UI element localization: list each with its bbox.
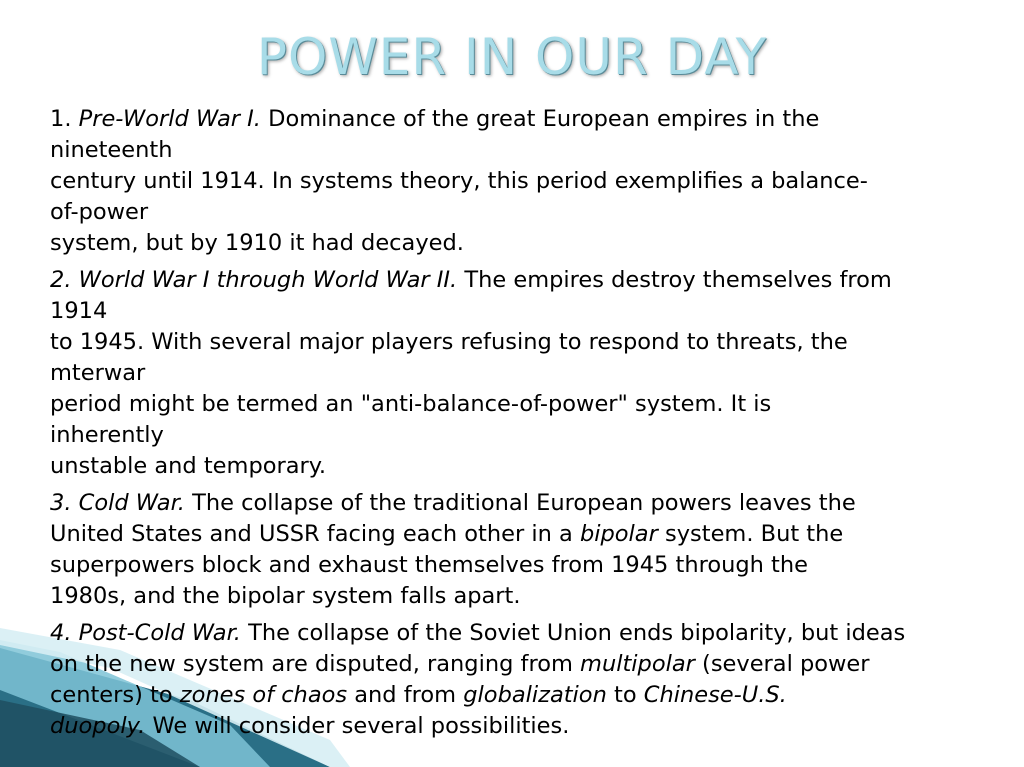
emphasis-duopoly: duopoly. xyxy=(50,713,146,739)
list-item-2 xyxy=(50,265,1010,482)
content-list xyxy=(50,104,1010,748)
item-2-line-2: 1914 xyxy=(50,298,108,324)
emphasis-chinese-us: Chinese-U.S. xyxy=(643,682,787,708)
list-item-4 xyxy=(50,618,1010,742)
item-2-line-1: 2. World War I through World War II. The empires destroy themselves from xyxy=(50,267,892,293)
slide-title: POWER IN OUR DAY xyxy=(256,28,768,86)
item-3-line-2: United States and USSR facing each other in a bipolar system. But the xyxy=(50,521,844,547)
item-1-line-5: system, but by 1910 it had decayed. xyxy=(50,230,464,256)
emphasis-bipolar: bipolar xyxy=(579,521,658,547)
item-3-line-1: 3. Cold War. The collapse of the traditional European powers leaves the xyxy=(50,490,856,516)
item-heading: Post-Cold War. xyxy=(78,620,241,646)
item-heading: World War I through World War II. xyxy=(78,267,458,293)
emphasis-multipolar: multipolar xyxy=(580,651,695,677)
item-number: 2. xyxy=(50,267,72,293)
item-number: 3. xyxy=(50,490,72,516)
item-number: 4. xyxy=(50,620,72,646)
item-number: 1. xyxy=(50,106,72,132)
item-2-line-3: to 1945. With several major players refusing to respond to threats, the xyxy=(50,329,848,355)
emphasis-zones-of-chaos: zones of chaos xyxy=(179,682,348,708)
item-1-line-1: 1. Pre-World War I. Dominance of the great European empires in the xyxy=(50,106,820,132)
item-2-line-7: unstable and temporary. xyxy=(50,453,327,479)
item-4-line-1: 4. Post-Cold War. The collapse of the Soviet Union ends bipolarity, but ideas xyxy=(50,620,906,646)
item-3-line-3: superpowers block and exhaust themselves from 1945 through the xyxy=(50,552,808,578)
list-item-3 xyxy=(50,488,1010,612)
item-heading: Cold War. xyxy=(78,490,185,516)
item-1-line-4: of-power xyxy=(50,199,149,225)
item-1-line-2: nineteenth xyxy=(50,137,173,163)
item-4-line-4: duopoly. We will consider several possibilities. xyxy=(50,713,570,739)
item-heading: Pre-World War I. xyxy=(78,106,261,132)
list-item-1 xyxy=(50,104,1010,259)
item-2-line-5: period might be termed an "anti-balance-of-power" system. It is xyxy=(50,391,772,417)
emphasis-globalization: globalization xyxy=(463,682,607,708)
item-1-line-3: century until 1914. In systems theory, this period exemplifies a balance- xyxy=(50,168,868,194)
item-3-line-4: 1980s, and the bipolar system falls apart. xyxy=(50,583,521,609)
item-4-line-3: centers) to zones of chaos and from globalization to Chinese-U.S. xyxy=(50,682,787,708)
item-2-line-4: mterwar xyxy=(50,360,146,386)
item-4-line-2: on the new system are disputed, ranging from multipolar (several power xyxy=(50,651,870,677)
item-2-line-6: inherently xyxy=(50,422,164,448)
